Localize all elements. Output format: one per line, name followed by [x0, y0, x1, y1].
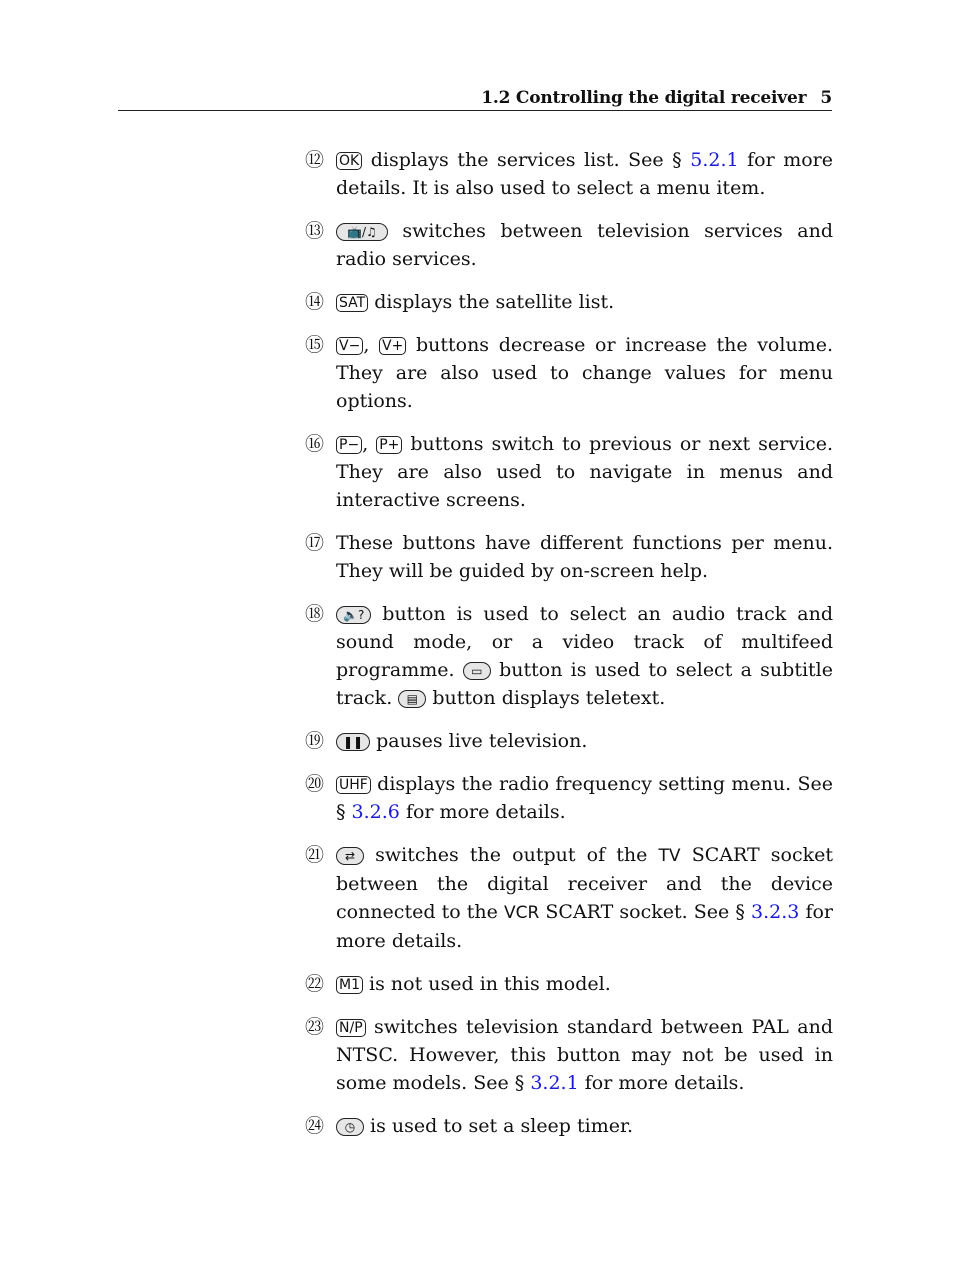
- np-key: N/P: [336, 1019, 366, 1037]
- item-number: ⑬: [305, 220, 325, 242]
- section-link[interactable]: 3.2.3: [751, 901, 800, 923]
- page-number: 5: [820, 88, 832, 108]
- volume-up-key: V+: [379, 337, 406, 355]
- list-item: ⑫ OK displays the services list. See § 5.2.1 for more details. It is also used to select a menu item.: [305, 146, 833, 202]
- scart-icon: ⇄: [336, 847, 364, 865]
- list-item: ㉔ ◷ is used to set a sleep timer.: [305, 1112, 833, 1140]
- section-link[interactable]: 5.2.1: [690, 149, 739, 171]
- item-number: ⑱: [305, 603, 325, 625]
- list-item: ⑭ SAT displays the satellite list.: [305, 288, 833, 316]
- subtitle-icon: ▭: [463, 662, 491, 680]
- uhf-key: UHF: [336, 776, 371, 794]
- section-link[interactable]: 3.2.6: [351, 801, 400, 823]
- list-item: ⑰ These buttons have different functions per menu. They will be guided by on-screen help.: [305, 529, 833, 585]
- button-description-list: [305, 146, 833, 1155]
- list-item: ⑮ V− , V+ buttons decrease or increase the volume. They are also used to change values for menu options.: [305, 331, 833, 415]
- item-number: ㉓: [305, 1016, 325, 1038]
- item-number: ⑫: [305, 149, 325, 171]
- teletext-icon: ▤: [398, 690, 426, 708]
- ok-key: OK: [336, 152, 362, 170]
- item-number: ⑯: [305, 433, 325, 455]
- list-item: ㉓ N/P switches television standard between PAL and NTSC. However, this button may not be used in some models. See § 3.2.1 for more details.: [305, 1013, 833, 1097]
- audio-icon: 🔈?: [336, 606, 371, 624]
- item-number: ㉔: [305, 1115, 325, 1137]
- running-header: [118, 86, 832, 111]
- volume-down-key: V−: [336, 337, 363, 355]
- list-item: ㉑ ⇄ switches the output of the TV SCART socket between the digital receiver and the device connected to the VCR SCART socket. See § 3.2.3 for more details.: [305, 841, 833, 955]
- item-number: ㉒: [305, 973, 325, 995]
- list-item: ⑬ 📺/♫ switches between television services and radio services.: [305, 217, 833, 273]
- list-item: ⑳ UHF displays the radio frequency setting menu. See § 3.2.6 for more details.: [305, 770, 833, 826]
- timer-icon: ◷: [336, 1118, 364, 1136]
- m1-key: M1: [336, 976, 363, 994]
- pause-icon: ❚❚: [336, 733, 370, 751]
- item-number: ⑳: [305, 773, 325, 795]
- item-number: ⑰: [305, 532, 325, 554]
- section-link[interactable]: 3.2.1: [530, 1072, 579, 1094]
- program-down-key: P−: [336, 436, 362, 454]
- item-number: ⑮: [305, 334, 325, 356]
- item-number: ㉑: [305, 844, 325, 866]
- list-item: ⑯ P− , P+ buttons switch to previous or next service. They are also used to navigate in menus and interactive screens.: [305, 430, 833, 514]
- section-title: 1.2 Controlling the digital receiver: [481, 88, 807, 108]
- sat-key: SAT: [336, 294, 368, 312]
- tv-radio-icon: 📺/♫: [336, 223, 388, 241]
- item-number: ⑭: [305, 291, 325, 313]
- list-item: ㉒ M1 is not used in this model.: [305, 970, 833, 998]
- list-item: ⑱ 🔈? button is used to select an audio track and sound mode, or a video track of multifeed programme. ▭ button is used to select a subtitle track. ▤ button displays teletext.: [305, 600, 833, 712]
- list-item: ⑲ ❚❚ pauses live television.: [305, 727, 833, 755]
- program-up-key: P+: [376, 436, 402, 454]
- item-number: ⑲: [305, 730, 325, 752]
